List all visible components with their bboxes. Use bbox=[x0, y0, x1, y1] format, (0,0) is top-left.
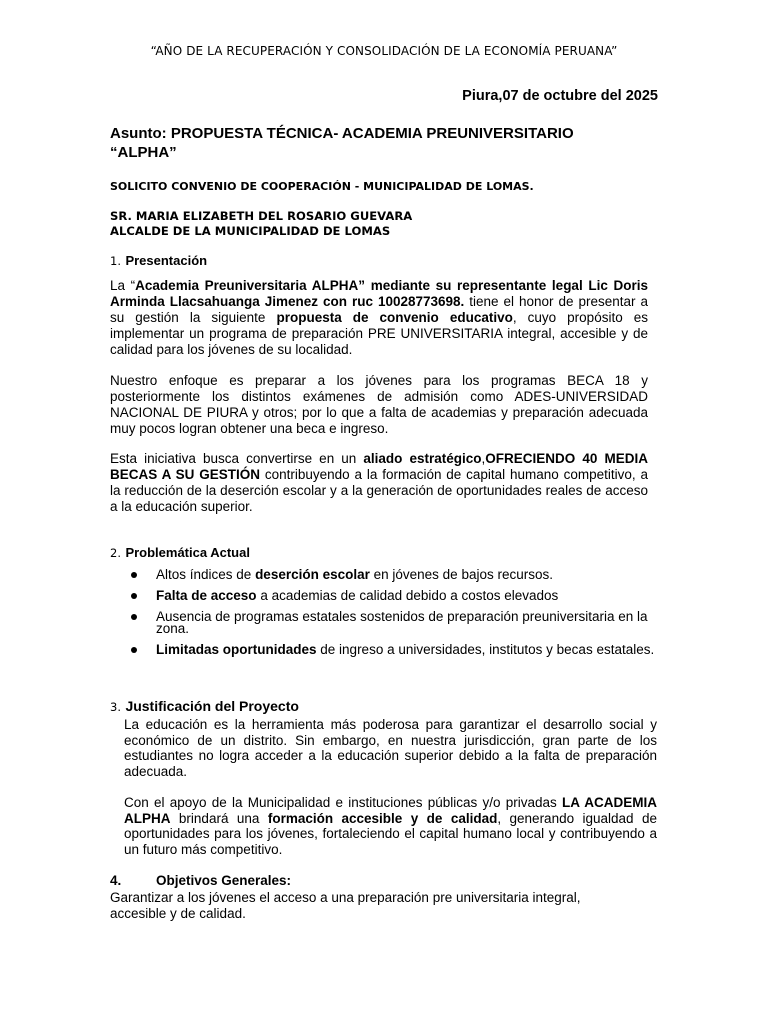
text-run: brindará una bbox=[170, 810, 268, 826]
subject-line-1: Asunto: PROPUESTA TÉCNICA- ACADEMIA PREUNIVERSITARIO bbox=[110, 125, 574, 142]
bullet-icon bbox=[131, 593, 137, 599]
addressee-block bbox=[110, 209, 412, 239]
problem-list bbox=[128, 569, 658, 656]
section-4-number: 4. bbox=[110, 873, 122, 888]
text-run: contribuyendo a la formación de capital humano competitivo, a la reducción de la deserción escolar y a la generación de oportunidades reales de acceso a la educación superior. bbox=[110, 467, 648, 514]
addressee-title: ALCALDE DE LA MUNICIPALIDAD DE LOMAS bbox=[110, 224, 391, 238]
section-1-heading bbox=[110, 252, 207, 270]
list-item bbox=[128, 569, 658, 581]
section-3-number: 3. bbox=[110, 700, 121, 714]
text-run-bold: OFRECIENDO 40 MEDIA BECAS A SU GESTIÓN bbox=[110, 451, 648, 482]
list-item bbox=[128, 644, 658, 656]
section-2-heading bbox=[110, 544, 250, 562]
section-4-title: Objetivos Generales: bbox=[156, 873, 292, 888]
section-3-paragraph-2 bbox=[124, 795, 657, 857]
section-3-title: Justificación del Proyecto bbox=[125, 698, 299, 714]
request-line: SOLICITO CONVENIO DE COOPERACIÓN - MUNICIPALIDAD DE LOMAS. bbox=[110, 180, 534, 193]
document-date: Piura,07 de octubre del 2025 bbox=[462, 88, 658, 104]
text-run-bold: LA ACADEMIA ALPHA bbox=[124, 795, 658, 826]
text-run-bold: aliado estratégico bbox=[363, 451, 482, 466]
text-run-bold: deserción escolar bbox=[255, 567, 370, 582]
list-item bbox=[128, 590, 658, 602]
section-1-paragraph-2: Nuestro enfoque es preparar a los jóvenes para los programas BECA 18 y posteriormente los distintos exámenes de admisión como ADES-UNIVERSIDAD NACIONAL DE PIURA y otros; por lo que a falta de academias y preparación adecuada muy pocos logran obtener una beca e ingreso. bbox=[110, 373, 648, 436]
addressee-name: SR. MARIA ELIZABETH DEL ROSARIO GUEVARA bbox=[110, 209, 413, 223]
text-run: La “ bbox=[110, 278, 136, 293]
text-run: , generando igualdad de oportunidades para los jóvenes, fortaleciendo el capital humano local y contribuyendo a un futuro más competitivo. bbox=[124, 810, 657, 857]
text-run: Altos índices de bbox=[156, 567, 256, 582]
section-2-title: Problemática Actual bbox=[125, 545, 250, 560]
text-run: , bbox=[481, 451, 486, 466]
text-run: , cuyo propósito es implementar un programa de preparación PRE UNIVERSITARIA integral, accesible y de calidad para los jóvenes de su localidad. bbox=[110, 310, 648, 357]
section-3-heading bbox=[110, 698, 299, 716]
section-4-text: Garantizar a los jóvenes el acceso a una preparación pre universitaria integral, accesible y de calidad. bbox=[110, 890, 581, 921]
text-run: Ausencia de programas estatales sostenidos de preparación preuniversitaria en la zona. bbox=[156, 609, 648, 636]
text-run-bold: propuesta de convenio educativo bbox=[276, 310, 513, 325]
section-1-number: 1. bbox=[110, 254, 121, 268]
text-run-bold: Academia Preuniversitaria ALPHA” mediante su representante legal Lic Doris Arminda Llacsahuanga Jimenez con ruc 10028773698. bbox=[110, 278, 648, 309]
text-run: tiene el honor de presentar a su gestión la siguiente bbox=[110, 294, 648, 325]
text-run: de ingreso a universidades, institutos y becas estatales. bbox=[316, 642, 655, 657]
list-item bbox=[128, 611, 658, 635]
year-motto: “AÑO DE LA RECUPERACIÓN Y CONSOLIDACIÓN DE LA ECONOMÍA PERUANA” bbox=[150, 44, 618, 58]
text-run: en jóvenes de bajos recursos. bbox=[369, 567, 553, 582]
section-1-paragraph-3 bbox=[110, 451, 648, 515]
bullet-icon bbox=[131, 647, 137, 653]
section-3-paragraph-1: La educación es la herramienta más poderosa para garantizar el desarrollo social y económico de un distrito. Sin embargo, en nuestra jurisdicción, gran parte de los estudiantes no logra acceder a la educación superior debido a la falta de preparación adecuada. bbox=[124, 717, 657, 779]
text-run: a academias de calidad debido a costos elevados bbox=[256, 588, 559, 603]
text-run-bold: Falta de acceso bbox=[156, 588, 257, 603]
text-run-bold: Limitadas oportunidades bbox=[156, 642, 317, 657]
text-run-bold: formación accesible y de calidad bbox=[267, 810, 498, 826]
text-run: Esta iniciativa busca convertirse en un bbox=[110, 451, 364, 466]
section-4-heading bbox=[110, 873, 291, 888]
bullet-icon bbox=[131, 572, 137, 578]
section-1-title: Presentación bbox=[125, 253, 208, 268]
text-run: Con el apoyo de la Municipalidad e instituciones públicas y/o privadas bbox=[124, 795, 563, 810]
subject-heading bbox=[110, 124, 670, 162]
section-2-number: 2. bbox=[110, 546, 121, 560]
bullet-icon bbox=[131, 614, 137, 620]
subject-line-2: “ALPHA” bbox=[110, 144, 177, 161]
section-1-paragraph-1 bbox=[110, 278, 648, 358]
